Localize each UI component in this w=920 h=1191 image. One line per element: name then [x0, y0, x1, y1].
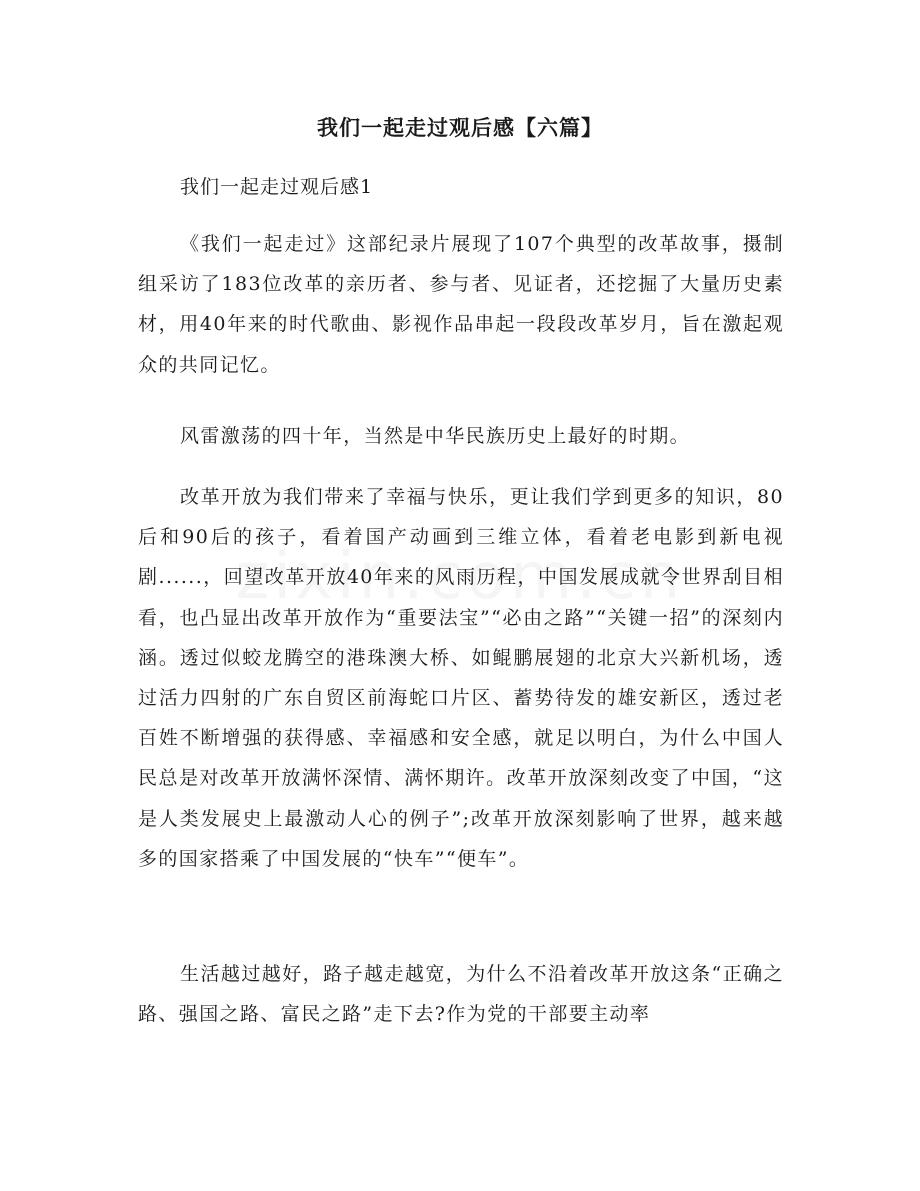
section-title: 我们一起走过观后感1: [180, 176, 374, 198]
paragraph-4: 生活越过越好，路子越走越宽，为什么不沿着改革开放这条“正确之路、强国之路、富民之路”走下去?作为党的干部要主动率: [138, 963, 784, 1026]
document-title: 我们一起走过观后感【六篇】: [317, 115, 603, 140]
paragraph-3: 改革开放为我们带来了幸福与快乐，更让我们学到更多的知识，80后和90后的孩子，看着国产动画到三维立体，看着老电影到新电视剧......，回望改革开放40年来的风雨历程，中国发展成就令世界刮目相看，也凸显出改革开放作为“重要法宝”“必由之路”“关键一招”的深刻内涵。透过似蛟龙腾空的港珠澳大桥、如鲲鹏展翅的北京大兴新机场，透过活力四射的广东自贸区前海蛇口片区、蓄势待发的雄安新区，透过老百姓不断增强的获得感、幸福感和安全感，就足以明白，为什么中国人民总是对改革开放满怀深情、满怀期许。改革开放深刻改变了中国，“这是人类发展史上最激动人心的例子”;改革开放深刻影响了世界，越来越多的国家搭乘了中国发展的“快车”“便车”。: [138, 486, 784, 870]
paragraph-2: 风雷激荡的四十年，当然是中华民族历史上最好的时期。: [180, 425, 691, 447]
paragraph-1: 《我们一起走过》这部纪录片展现了107个典型的改革故事，摄制组采访了183位改革的亲历者、参与者、见证者，还挖掘了大量历史素材，用40年来的时代歌曲、影视作品串起一段段改革岁月，旨在激起观众的共同记忆。: [138, 233, 784, 376]
